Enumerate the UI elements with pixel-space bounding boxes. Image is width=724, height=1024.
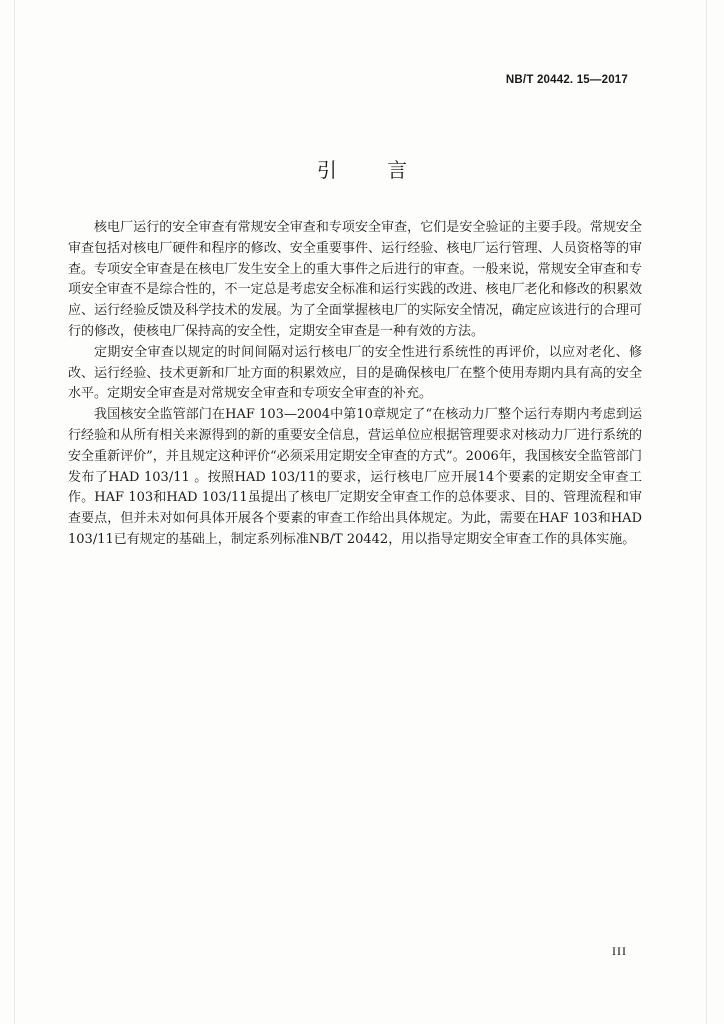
page-title: 引 言 xyxy=(316,158,430,182)
paragraph-3: 我国核安全监管部门在HAF 103—2004中第10章规定了“在核动力厂整个运行寿期内考虑到运行经验和从所有相关来源得到的新的重要安全信息，营运单位应根据管理要求对核动力厂进行系统的安全重新评价”，并且规定这种评价“必须采用定期安全审查的方式”。2006年，我国核安全监管部门发布了HAD 103/11 。按照HAD 103/11的要求，运行核电厂应开展14个要素的定期安全审查工作。HAF 103和HAD 103/11虽提出了核电厂定期安全审查工作的总体要求、目的、管理流程和审查要点，但并未对如何具体开展各个要素的审查工作给出具体规定。为此，需要在HAF 103和HAD 103/11已有规定的基础上，制定系列标准NB/T 20442，用以指导定期安全审查工作的具体实施。 xyxy=(68,407,642,547)
paragraph-1: 核电厂运行的安全审查有常规安全审查和专项安全审查，它们是安全验证的主要手段。常规安全审查包括对核电厂硬件和程序的修改、安全重要事件、运行经验、核电厂运行管理、人员资格等的审查。专项安全审查是在核电厂发生安全上的重大事件之后进行的审查。一般来说，常规安全审查和专项安全审查不是综合性的，不一定总是考虑安全标准和运行实践的改进、核电厂老化和修改的积累效应、运行经验反馈及科学技术的发展。为了全面掌握核电厂的实际安全情况，确定应该进行的合理可行的修改，使核电厂保持高的安全性，定期安全审查是一种有效的方法。 xyxy=(68,220,642,339)
paragraph-2: 定期安全审查以规定的时间间隔对运行核电厂的安全性进行系统性的再评价，以应对老化、修改、运行经验、技术更新和厂址方面的积累效应，目的是确保核电厂在整个使用寿期内具有高的安全水平。定期安全审查是对常规安全审查和专项安全审查的补充。 xyxy=(68,344,642,402)
page-number: III xyxy=(612,944,627,958)
standard-number: NB/T 20442. 15—2017 xyxy=(505,74,628,86)
document-body xyxy=(68,218,642,551)
